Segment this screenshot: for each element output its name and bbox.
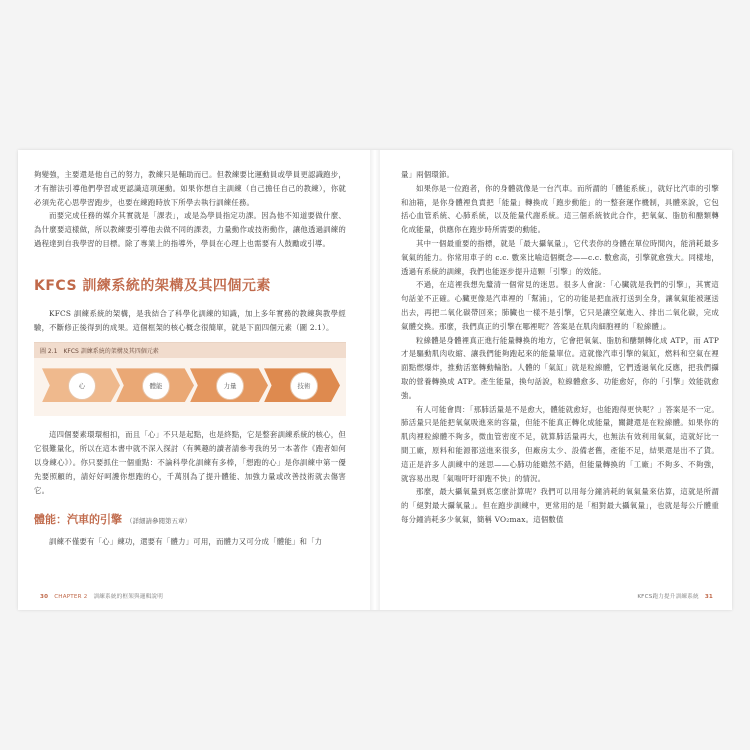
body-paragraph: 而要完成任務的媒介其實就是「課表」，或是為學員指定功課。因為他不知道要做什麼、為什麼要這樣做，所以教練要引導他去做不同的課表，力量動作或技術動作，讓他透過訓練的過程達到自我學習的目標。除了專業上的指導外，學員在心理上也需要有人鼓勵或引導。 bbox=[34, 211, 346, 248]
page-number: 31 bbox=[704, 594, 713, 600]
book-gutter bbox=[370, 150, 380, 610]
chapter-title: 訓練系統的框架與邏輯說明 bbox=[93, 594, 164, 600]
body-paragraph: 量」兩個環節。 bbox=[401, 170, 455, 179]
left-footer bbox=[34, 592, 163, 600]
flow-node-technique: 技術 bbox=[290, 372, 318, 400]
book-spread bbox=[18, 150, 732, 610]
flow-diagram bbox=[34, 358, 346, 416]
chapter-label: CHAPTER 2 bbox=[54, 594, 88, 600]
body-paragraph: 那麼，最大攝氧量到底怎麼計算呢？我們可以用每分鐘消耗的氧氣量來估算，這就是所謂的「絕對最大攝氧量」。但在跑步訓練中，更常用的是「相對最大攝氧量」，也就是每公斤體重每分鐘消耗多少氧氣，簡稱 VO₂max。這個數值 bbox=[401, 487, 719, 524]
subhead-title: 體能：汽車的引擎 bbox=[34, 513, 122, 527]
subhead bbox=[34, 511, 346, 527]
body-paragraph: 如果你是一位跑者，你的身體就像是一台汽車。而所謂的「體能系統」，就好比汽車的引擎和油箱，是你身體裡負責把「能量」轉換成「跑步動能」的一整套運作機制，具體來說，它包括心血管系統、心肺系統，以及能量代謝系統。這三個系統彼此合作，把氧氣、脂肪和醣類轉化成能量，供應你在跑步時所需要的動能。 bbox=[401, 183, 719, 235]
body-paragraph: 粒線體是身體裡真正進行能量轉換的地方，它會把氧氣、脂肪和醣類轉化成 ATP，而 ATP 才是驅動肌肉收縮、讓我們能夠跑起來的能量單位。這就像汽車引擎的氣缸，燃料和空氣在裡面點燃爆炸，推動活塞轉動輪胎。人體的「氣缸」就是粒線體，它們透過氧化反應，把我們攝取的營養轉換成 ATP。產生能量，換句話說，粒線體愈多、功能愈好，你的「引擎」效能就愈強。 bbox=[401, 335, 719, 400]
page-number: 30 bbox=[40, 594, 49, 600]
body-paragraph: KFCS 訓練系統的架構，是我結合了科學化訓練的知識，加上多年實務的教練與教學經驗，不斷修正後得到的成果。這個框架的核心概念很簡單，就是下面四個元素（圖 2.1）。 bbox=[34, 308, 346, 332]
figure-caption: 圖 2.1 KFCS 訓練系統的架構及其四個元素 bbox=[34, 343, 346, 358]
section-title: KFCS 訓練系統的架構及其四個元素 bbox=[34, 277, 271, 294]
right-page bbox=[401, 168, 719, 527]
subhead-note: （詳細請參閱第五章） bbox=[126, 517, 191, 526]
figure-2-1 bbox=[34, 342, 346, 416]
flow-node-strength: 力量 bbox=[216, 372, 244, 400]
flow-node-fitness: 體能 bbox=[142, 372, 170, 400]
body-paragraph: 這四個要素環環相扣，而且「心」不只是起點，也是終點，它是整套訓練系統的核心，但它很難量化，所以在這本書中就不深入探討（有興趣的讀者請參考我的另一本著作《跑者如何以身練心》）。你只要抓住一個重點：不論科學化訓練有多棒，「想跑的心」是你訓練中第一優先要照顧的，請好好呵護你想跑的心，千萬別為了提升體能、加強力量或改善技術就去傷害它。 bbox=[34, 430, 346, 495]
right-footer bbox=[637, 592, 719, 600]
body-paragraph: 不過，在這裡我想先釐清一個常見的迷思。很多人會說：「心臟就是我們的引擎」，其實這句話並不正確。心臟更像是汽車裡的「幫浦」，它的功能是把血液打送到全身，讓氧氣能被運送出去，再把二氧化碳帶回來；肺臟也一樣不是引擎，它只是讓空氣進入、排出二氧化碳，完成氣體交換。那麼，我們真正的引擎在哪裡呢？答案是在肌肉細胞裡的「粒線體」。 bbox=[401, 280, 719, 331]
body-paragraph: 訓練不僅要有「心」練功，還要有「體力」可用，而體力又可分成「體能」和「力 bbox=[49, 537, 323, 547]
left-page bbox=[34, 168, 346, 549]
body-paragraph: 其中一個最重要的指標，就是「最大攝氧量」，它代表你的身體在單位時間內，能消耗最多氧氣的能力。你常用車子的 c.c. 數來比喻這個概念——c.c. 數愈高，引擎就愈強大。同樣地，透過有系統的訓練，我們也能逐步提升這顆「引擎」的效能。 bbox=[401, 238, 719, 276]
running-title: KFCS跑力提升訓練系統 bbox=[637, 594, 699, 600]
body-paragraph: 夠變強，主要還是他自己的努力，教練只是輔助而已。但教練要比運動員或學員更認識跑步，才有辦法引導他們學習或更認識這項運動。如果你想自主訓練（自己擔任自己的教練），你就必須先花心思學習跑步，也要在練跑時放下所學去執行訓練任務。 bbox=[34, 170, 346, 207]
flow-node-heart: 心 bbox=[68, 372, 96, 400]
body-paragraph: 有人可能會問：「那肺活量是不是愈大，體能就愈好，也能跑得更快呢？」答案是不一定。肺活量只是能把氧氣吸進來的容量，但能不能真正轉化成能量，關鍵還是在粒線體。如果你的肌肉裡粒線體不夠多，微血管密度不足，就算肺活量再大，也無法有效利用氧氣，這就好比一間工廠，原料和能源都送進來很多，但廠房太少、設備老舊，產能不足，結果還是出不了貨。這正是許多人訓練中的迷思——心肺功能雖然不錯，但能量轉換的「工廠」不夠多、不夠強，就容易出現「氣喘吁吁卻跑不快」的情況。 bbox=[401, 404, 719, 483]
